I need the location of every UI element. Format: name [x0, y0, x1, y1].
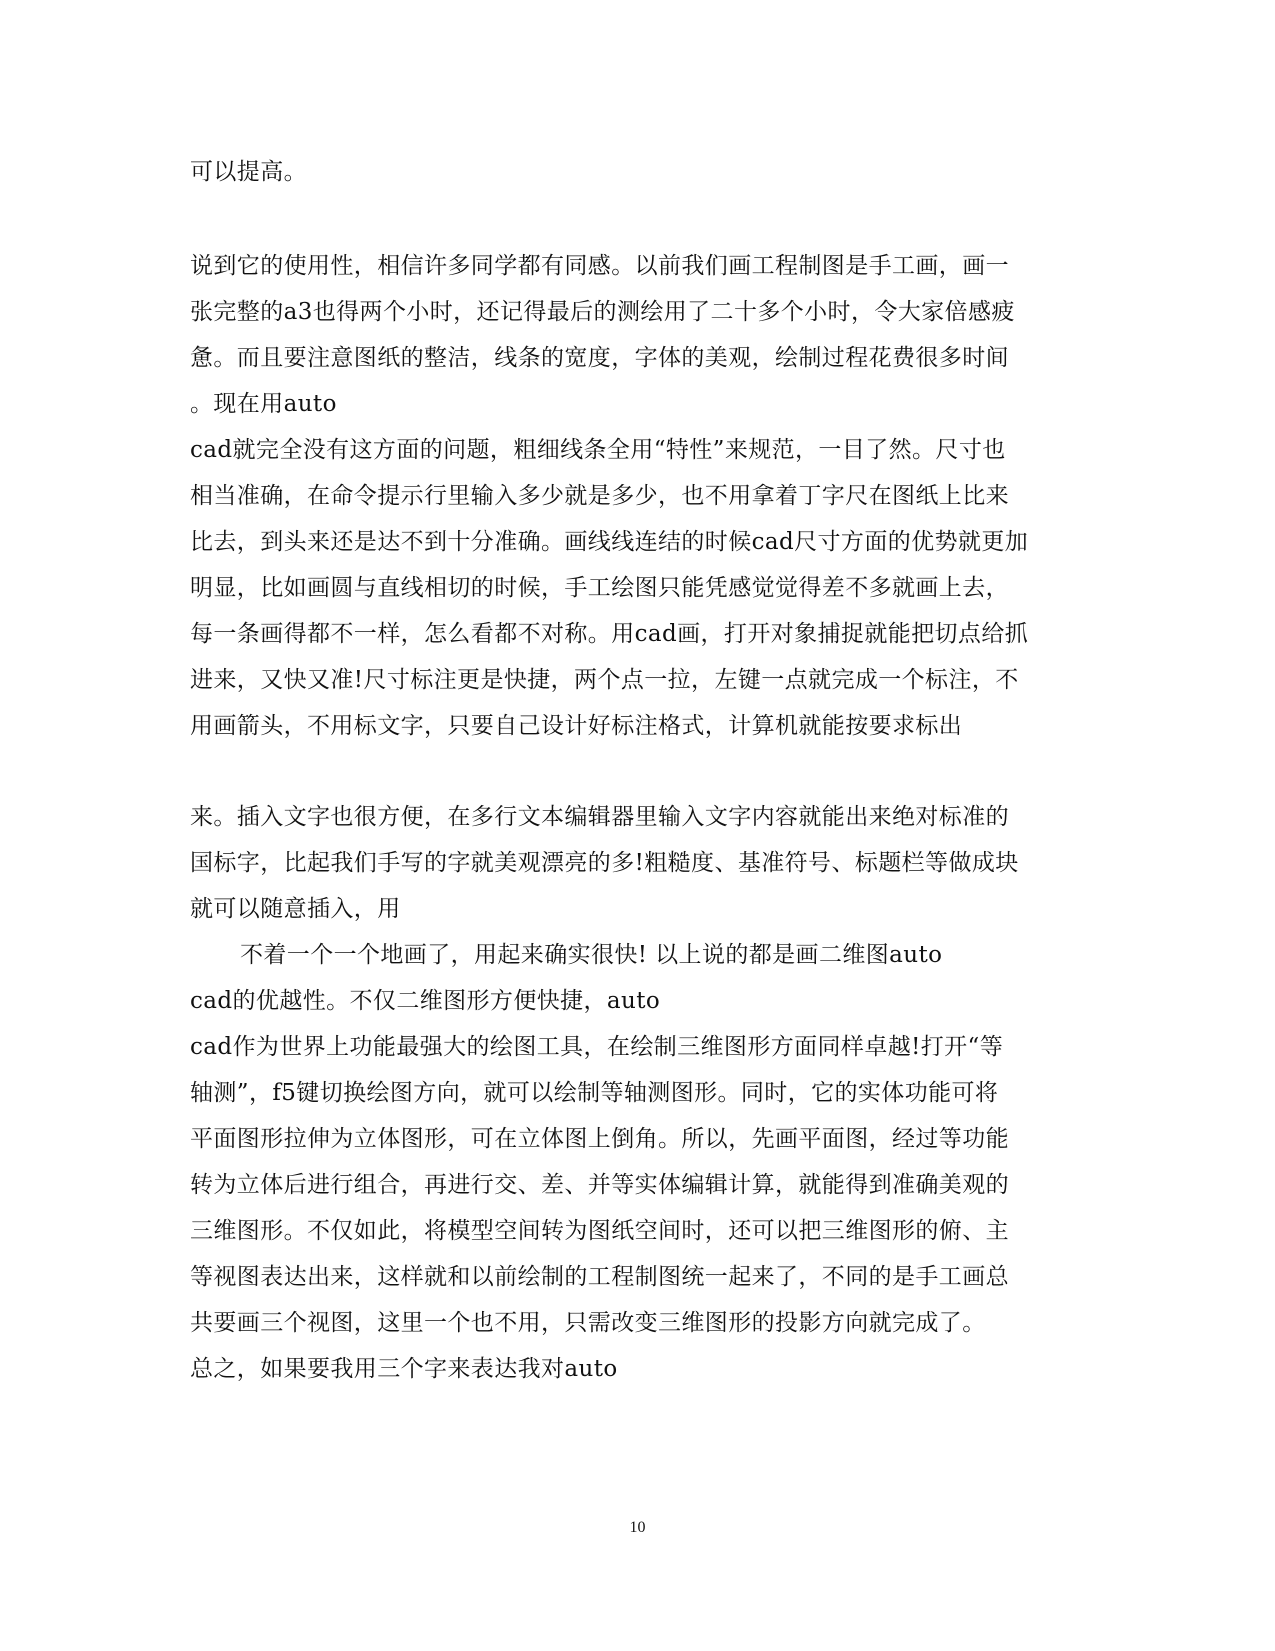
text-line: 惫。而且要注意图纸的整洁，线条的宽度，字体的美观，绘制过程花费很多时间 — [190, 345, 1009, 371]
text-line: 进来，又快又准!尺寸标注更是快捷，两个点一拉，左键一点就完成一个标注，不 — [190, 667, 1019, 693]
text-line: 张完整的a3也得两个小时，还记得最后的测绘用了二十多个小时，令大家倍感疲 — [190, 299, 1015, 325]
text-line: 总之，如果要我用三个字来表达我对auto — [190, 1356, 618, 1382]
text-line: 不着一个一个地画了，用起来确实很快! 以上说的都是画二维图auto — [240, 942, 943, 968]
text-line: 转为立体后进行组合，再进行交、差、并等实体编辑计算，就能得到准确美观的 — [190, 1172, 1009, 1198]
text-line: 来。插入文字也很方便，在多行文本编辑器里输入文字内容就能出来绝对标准的 — [190, 804, 1009, 830]
text-line: 每一条画得都不一样，怎么看都不对称。用cad画，打开对象捕捉就能把切点给抓 — [190, 621, 1029, 647]
page-number: 10 — [629, 1519, 646, 1536]
text-line: cad的优越性。不仅二维图形方便快捷，auto — [190, 988, 661, 1014]
text-line: 平面图形拉伸为立体图形，可在立体图上倒角。所以，先画平面图，经过等功能 — [190, 1126, 1009, 1152]
text-line: 明显，比如画圆与直线相切的时候，手工绘图只能凭感觉觉得差不多就画上去， — [190, 575, 1009, 601]
text-line: 相当准确，在命令提示行里输入多少就是多少，也不用拿着丁字尺在图纸上比来 — [190, 483, 1009, 509]
text-line: 国标字，比起我们手写的字就美观漂亮的多!粗糙度、基准符号、标题栏等做成块 — [190, 850, 1019, 876]
text-line: cad就完全没有这方面的问题，粗细线条全用“特性”来规范，一目了然。尺寸也 — [190, 437, 1006, 463]
text-line: 共要画三个视图，这里一个也不用，只需改变三维图形的投影方向就完成了。 — [190, 1310, 986, 1336]
text-line: cad作为世界上功能最强大的绘图工具，在绘制三维图形方面同样卓越!打开“等 — [190, 1034, 1004, 1060]
text-line: 说到它的使用性，相信许多同学都有同感。以前我们画工程制图是手工画，画一 — [190, 253, 1009, 279]
text-line: 用画箭头，不用标文字，只要自己设计好标注格式，计算机就能按要求标出 — [190, 713, 963, 739]
text-line: 。现在用auto — [190, 391, 337, 417]
text-line: 比去，到头来还是达不到十分准确。画线线连结的时候cad尺寸方面的优势就更加 — [190, 529, 1029, 555]
text-line: 就可以随意插入，用 — [190, 896, 401, 922]
text-line: 轴测”，f5键切换绘图方向，就可以绘制等轴测图形。同时，它的实体功能可将 — [190, 1080, 999, 1106]
text-line: 可以提高。 — [190, 159, 307, 185]
text-line: 等视图表达出来，这样就和以前绘制的工程制图统一起来了，不同的是手工画总 — [190, 1264, 1009, 1290]
text-line: 三维图形。不仅如此，将模型空间转为图纸空间时，还可以把三维图形的俯、主 — [190, 1218, 1009, 1244]
